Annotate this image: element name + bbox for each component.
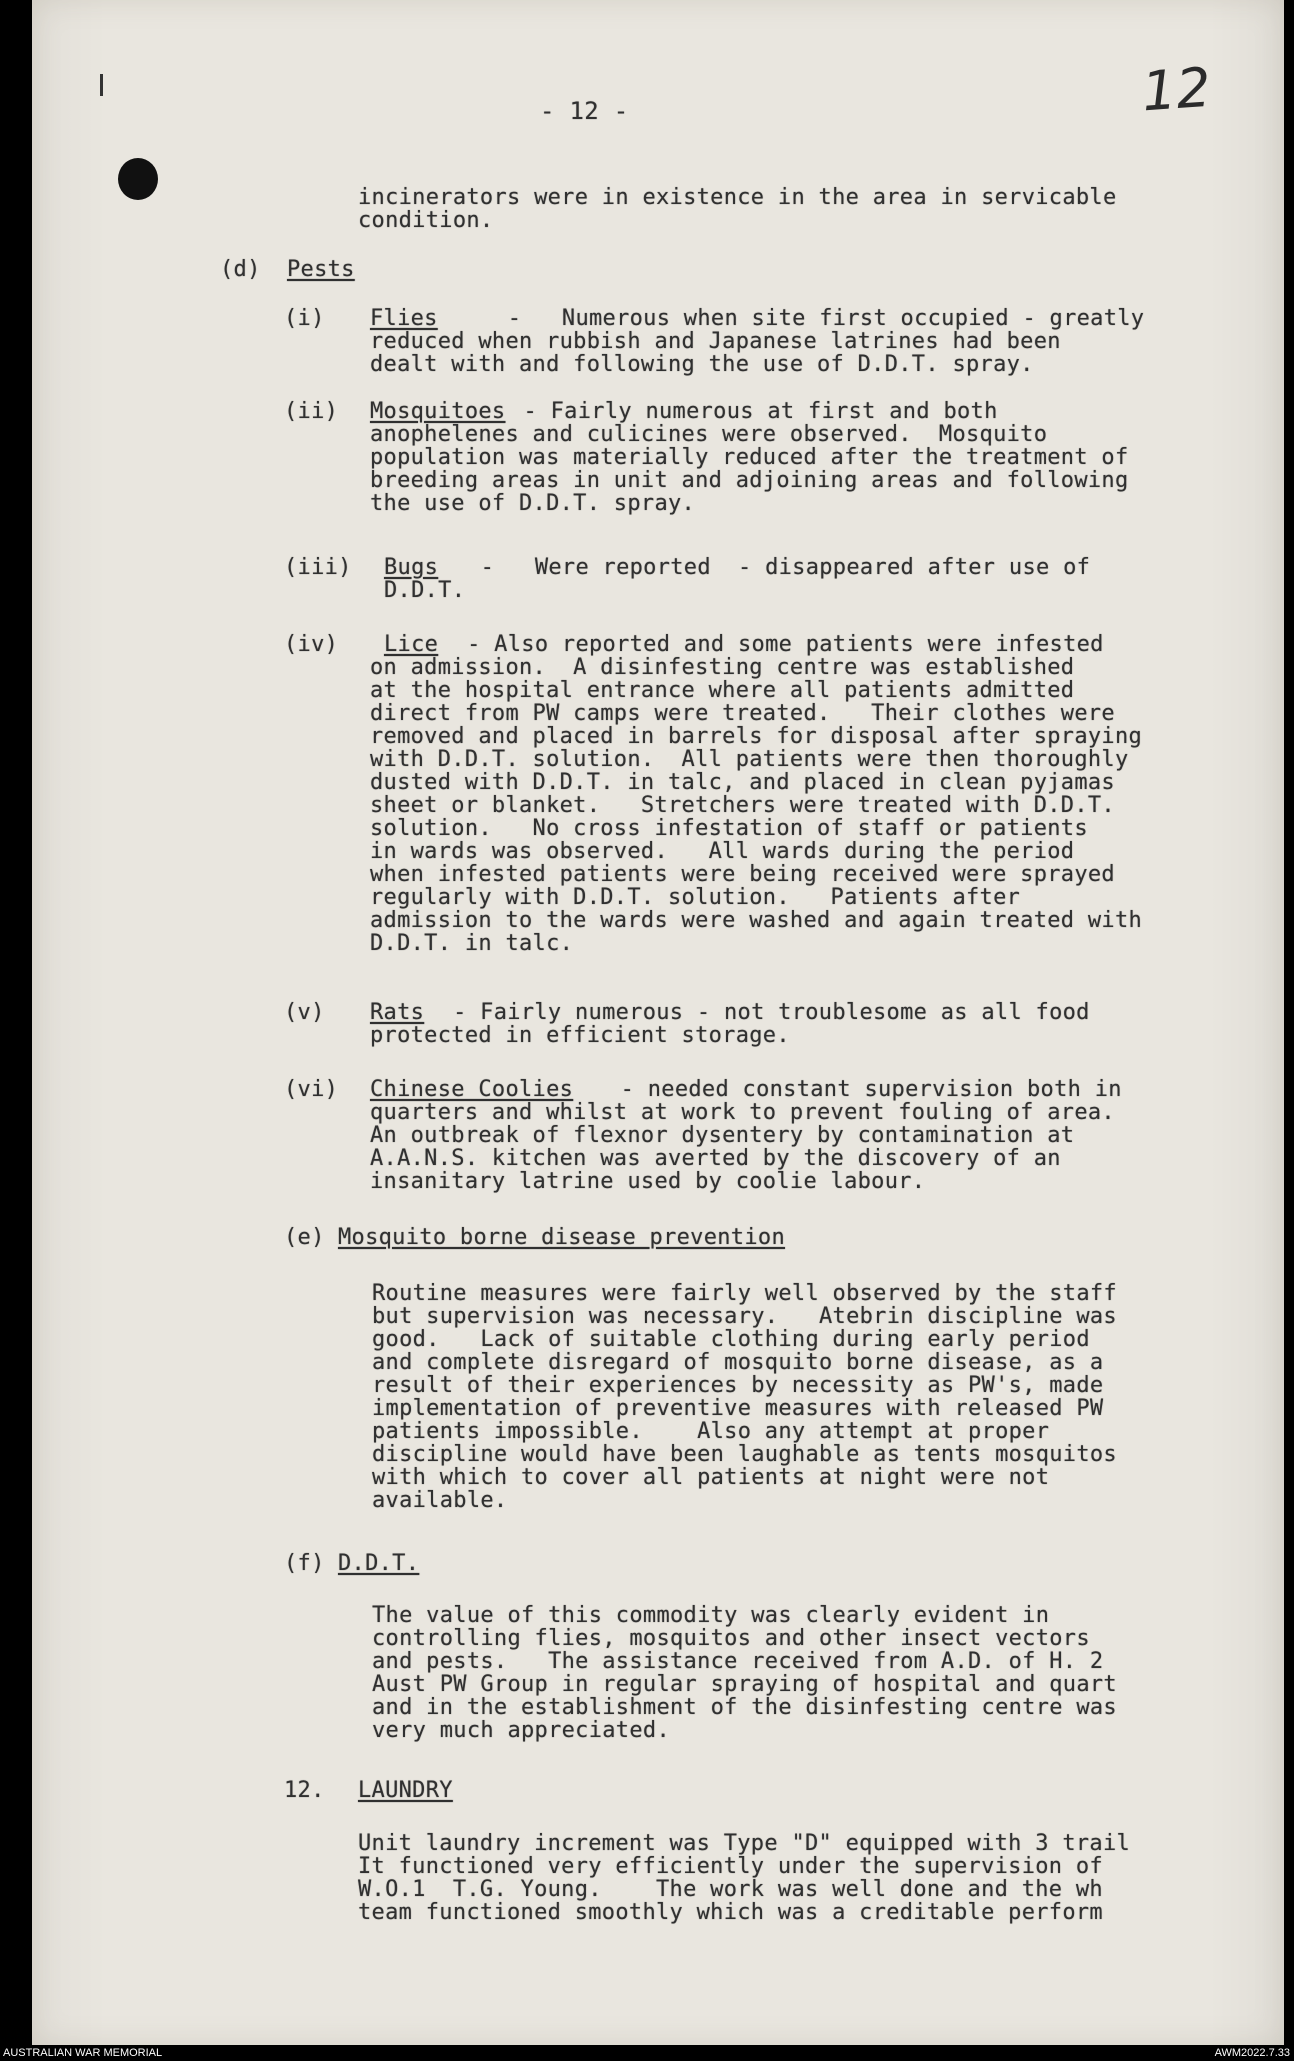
item-iv-line: direct from PW camps were treated. Their clothes were — [370, 701, 1115, 726]
item-v-line: - Fairly numerous - not troublesome as all food — [426, 1000, 1090, 1025]
footer-reference: AWM2022.7.33 — [1214, 2047, 1290, 2059]
item-iv-line: removed and placed in barrels for disposal after spraying — [370, 724, 1143, 749]
section-e-line: discipline would have been laughable as tents mosquitos — [372, 1442, 1117, 1467]
section-12-title: LAUNDRY — [358, 1778, 453, 1803]
document-page — [32, 0, 1284, 2045]
item-iv-number: (iv) — [284, 632, 339, 657]
section-e-title: Mosquito borne disease prevention — [338, 1225, 785, 1250]
item-iv-line: admission to the wards were washed and again treated with — [370, 908, 1143, 933]
item-iii-line: D.D.T. — [384, 578, 466, 603]
section-f-line: and pests. The assistance received from A.D. of H. 2 — [372, 1649, 1104, 1674]
section-e-line: available. — [372, 1488, 508, 1513]
item-iii-line: - Were reported - disappeared after use of — [440, 555, 1091, 580]
section-12-label: 12. — [284, 1778, 325, 1803]
item-vi-line: quarters and whilst at work to prevent fouling of area. — [370, 1100, 1115, 1125]
item-iv-line: at the hospital entrance where all patients admitted — [370, 678, 1075, 703]
item-iv-line: regularly with D.D.T. solution. Patients after — [370, 885, 1021, 910]
section-f-title: D.D.T. — [338, 1551, 420, 1576]
section-12-line: W.O.1 T.G. Young. The work was well done and the wh — [358, 1877, 1103, 1902]
item-ii-number: (ii) — [284, 399, 339, 424]
item-iv-line: with D.D.T. solution. All patients were then thoroughly — [370, 747, 1129, 772]
item-ii-line: population was materially reduced after the treatment of — [370, 445, 1129, 470]
section-e-line: implementation of preventive measures with released PW — [372, 1396, 1104, 1421]
punch-hole — [118, 158, 158, 200]
section-e-line: but supervision was necessary. Atebrin discipline was — [372, 1304, 1117, 1329]
section-12-line: team functioned smoothly which was a creditable perform — [358, 1900, 1103, 1925]
section-f-line: very much appreciated. — [372, 1718, 670, 1743]
section-e-line: patients impossible. Also any attempt at proper — [372, 1419, 1050, 1444]
item-i-title: Flies — [370, 306, 438, 331]
section-e-label: (e) — [284, 1225, 325, 1250]
item-i-line: - Numerous when site first occupied - greatly — [440, 306, 1145, 331]
section-f-line: The value of this commodity was clearly evident in — [372, 1603, 1050, 1628]
archive-footer — [0, 2045, 1294, 2061]
page-number: - 12 - — [540, 97, 629, 125]
section-e-line: with which to cover all patients at night were not — [372, 1465, 1050, 1490]
margin-mark — [100, 74, 111, 96]
item-iv-line: D.D.T. in talc. — [370, 931, 574, 956]
intro-paragraph: incinerators were in existence in the area in servicable condition. — [358, 185, 1117, 233]
item-iv-line: - Also reported and some patients were infested — [440, 632, 1104, 657]
item-i-line: dealt with and following the use of D.D.T. spray. — [370, 352, 1034, 377]
item-iv-line: in wards was observed. All wards during the period — [370, 839, 1075, 864]
section-12-line: Unit laundry increment was Type "D" equipped with 3 trail — [358, 1831, 1131, 1856]
item-vi-title: Chinese Coolies — [370, 1077, 574, 1102]
section-e-line: result of their experiences by necessity as PW's, made — [372, 1373, 1104, 1398]
item-vi-line: - needed constant supervision both in — [580, 1077, 1122, 1102]
item-iv-line: sheet or blanket. Stretchers were treated with D.D.T. — [370, 793, 1115, 818]
section-d-title: Pests — [287, 257, 355, 282]
item-i-number: (i) — [284, 306, 325, 331]
section-f-line: and in the establishment of the disinfesting centre was — [372, 1695, 1117, 1720]
footer-institution: AUSTRALIAN WAR MEMORIAL — [3, 2047, 163, 2059]
section-e-line: good. Lack of suitable clothing during early period — [372, 1327, 1090, 1352]
item-iv-line: dusted with D.D.T. in talc, and placed in clean pyjamas — [370, 770, 1115, 795]
section-f-line: Aust PW Group in regular spraying of hospital and quart — [372, 1672, 1117, 1697]
item-iii-title: Bugs — [384, 555, 439, 580]
handwritten-page-number: 12 — [1139, 55, 1213, 124]
item-vi-line: insanitary latrine used by coolie labour. — [370, 1169, 926, 1194]
item-v-title: Rats — [370, 1000, 425, 1025]
item-iv-title: Lice — [384, 632, 439, 657]
item-vi-number: (vi) — [284, 1077, 339, 1102]
item-ii-line: - Fairly numerous at first and both — [510, 399, 998, 424]
item-ii-line: the use of D.D.T. spray. — [370, 491, 696, 516]
section-e-line: and complete disregard of mosquito borne disease, as a — [372, 1350, 1104, 1375]
item-iv-line: solution. No cross infestation of staff or patients — [370, 816, 1088, 841]
item-vi-line: A.A.N.S. kitchen was averted by the discovery of an — [370, 1146, 1061, 1171]
section-d-label: (d) — [220, 257, 261, 282]
section-12-line: It functioned very efficiently under the supervision of — [358, 1854, 1103, 1879]
item-vi-line: An outbreak of flexnor dysentery by contamination at — [370, 1123, 1075, 1148]
section-f-line: controlling flies, mosquitos and other insect vectors — [372, 1626, 1090, 1651]
section-f-label: (f) — [284, 1551, 325, 1576]
section-e-line: Routine measures were fairly well observed by the staff — [372, 1281, 1117, 1306]
item-ii-line: breeding areas in unit and adjoining areas and following — [370, 468, 1129, 493]
item-ii-line: anophelenes and culicines were observed. Mosquito — [370, 422, 1048, 447]
item-i-line: reduced when rubbish and Japanese latrines had been — [370, 329, 1061, 354]
item-ii-title: Mosquitoes — [370, 399, 506, 424]
item-v-number: (v) — [284, 1000, 325, 1025]
item-iv-line: on admission. A disinfesting centre was established — [370, 655, 1075, 680]
item-iv-line: when infested patients were being received were sprayed — [370, 862, 1115, 887]
item-v-line: protected in efficient storage. — [370, 1023, 790, 1048]
item-iii-number: (iii) — [284, 555, 352, 580]
